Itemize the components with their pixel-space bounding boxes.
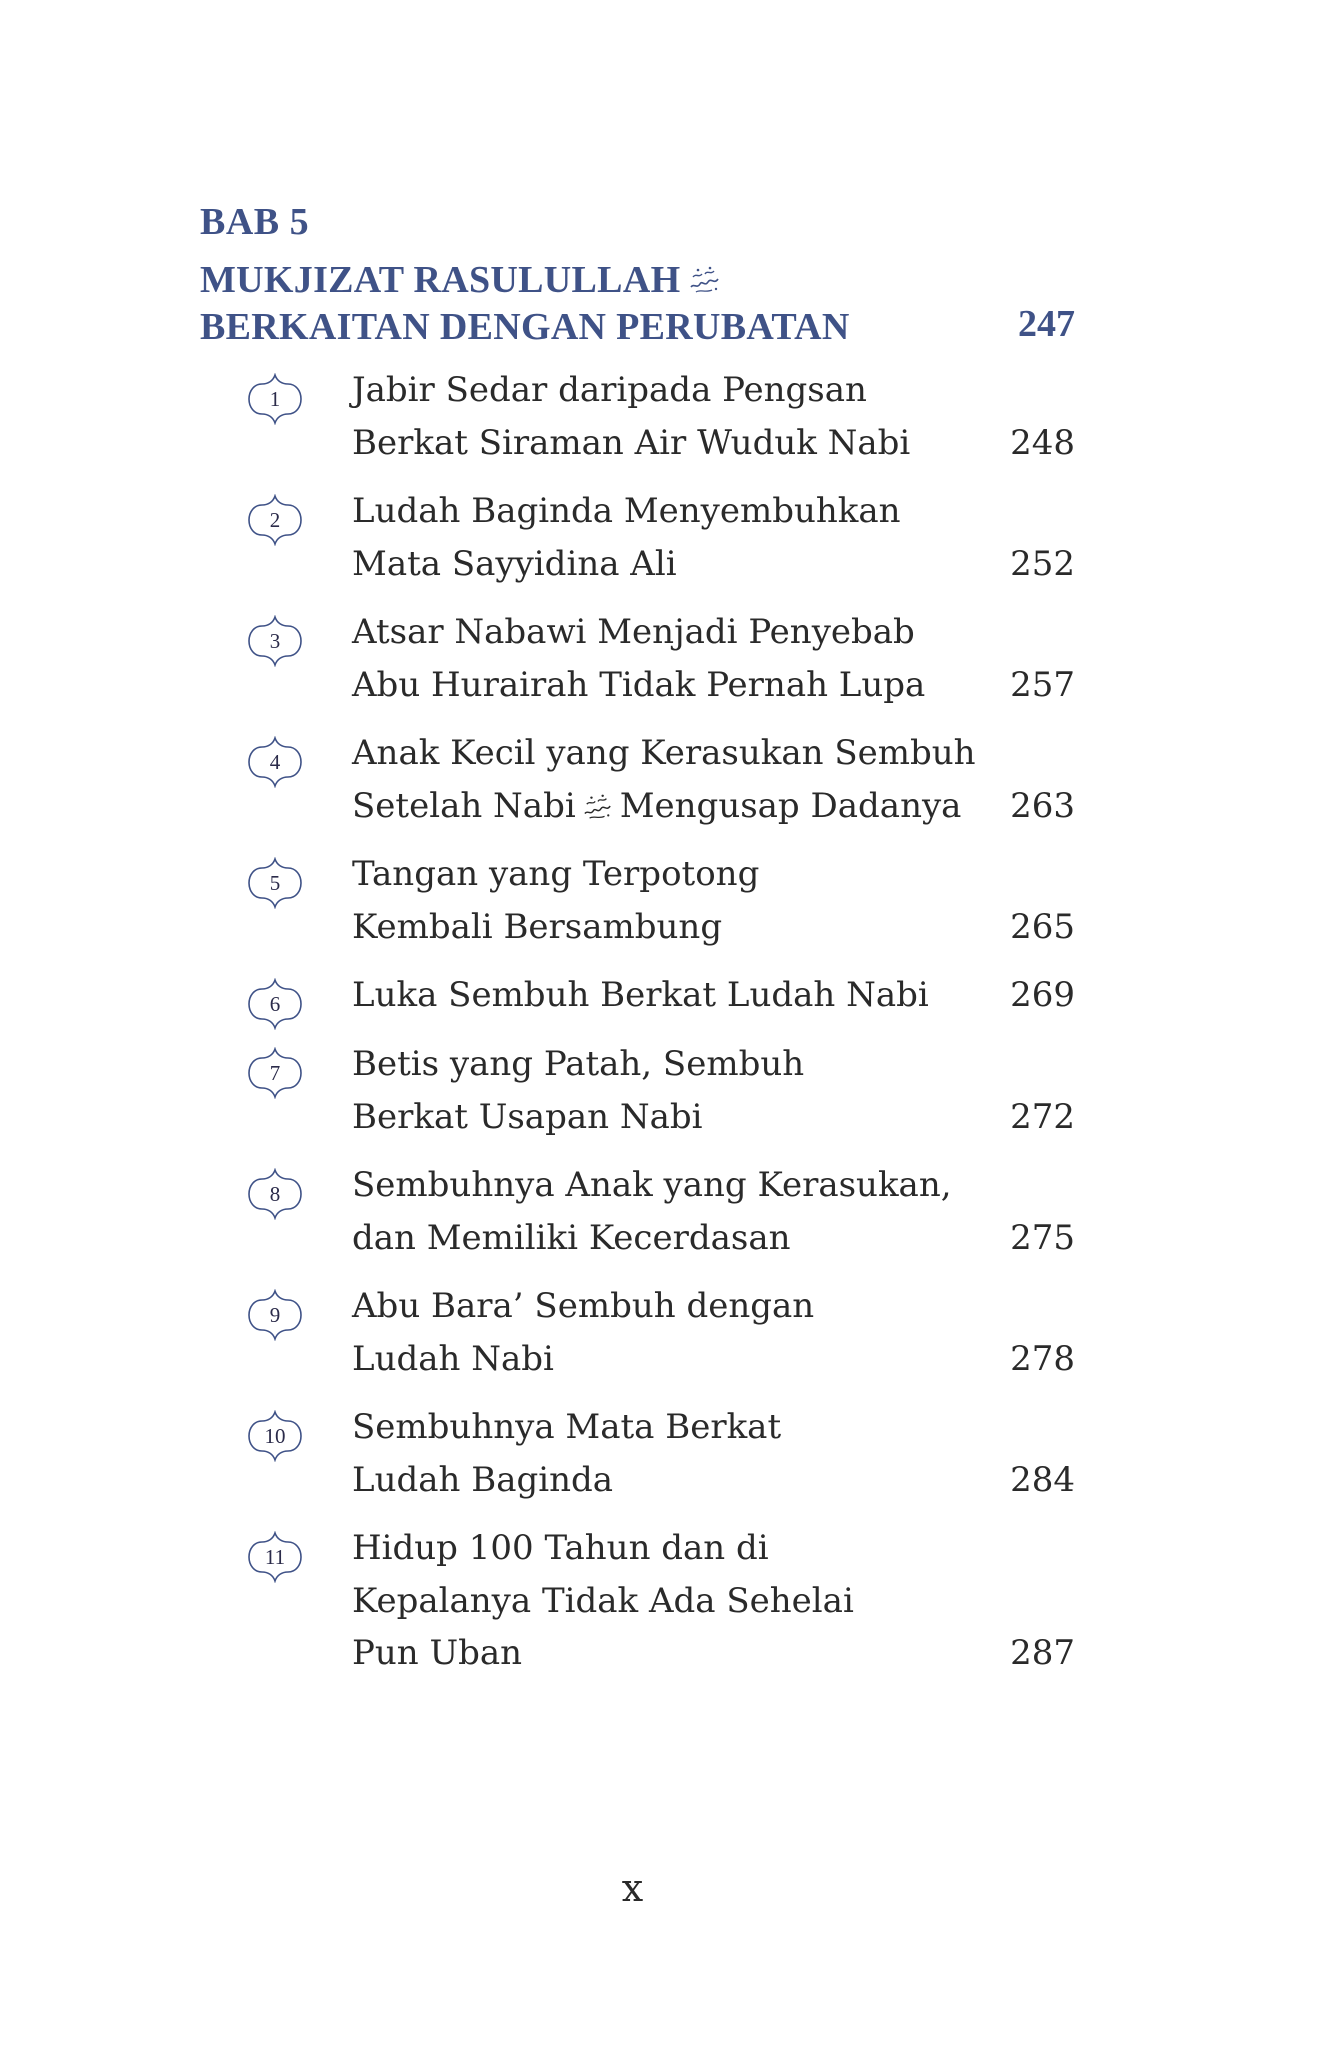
chapter-page-number: 247 xyxy=(1018,303,1075,345)
number-badge-icon xyxy=(246,1289,304,1341)
entry-title: Sembuhnya Anak yang Kerasukan, dan Memiliki Kecerdasan xyxy=(352,1165,952,1258)
salawat-calligraphy-icon xyxy=(582,784,614,837)
number-badge-icon xyxy=(246,615,304,667)
page-folio: x xyxy=(621,1866,644,1910)
number-badge-icon xyxy=(246,857,304,909)
number-badge-icon xyxy=(246,494,304,546)
number-badge-icon xyxy=(246,1047,304,1099)
entry-page-number: 269 xyxy=(1010,975,1075,1015)
number-badge-icon xyxy=(246,736,304,788)
entry-number: 6 xyxy=(269,992,281,1016)
entry-title: Abu Bara’ Sembuh dengan Ludah Nabi xyxy=(352,1286,815,1379)
entry-page-number: 265 xyxy=(1010,906,1075,947)
chapter-title xyxy=(200,258,1080,349)
entry-page-number: 263 xyxy=(1010,785,1075,826)
entry-title: Hidup 100 Tahun dan di Kepalanya Tidak Ada Sehelai Pun Uban xyxy=(352,1528,854,1673)
entry-number: 11 xyxy=(264,1545,286,1569)
entry-page-number: 257 xyxy=(1010,664,1075,705)
number-badge-icon xyxy=(246,978,304,1030)
number-badge-icon xyxy=(246,1531,304,1583)
entry-page-number: 287 xyxy=(1010,1633,1075,1673)
entry-title: Luka Sembuh Berkat Ludah Nabi xyxy=(352,975,929,1015)
number-badge-icon xyxy=(246,373,304,425)
entry-page-number: 278 xyxy=(1010,1338,1075,1379)
entry-page-number: 248 xyxy=(1010,422,1075,463)
entry-title: Atsar Nabawi Menjadi Penyebab Abu Hurairah Tidak Pernah Lupa xyxy=(352,612,926,705)
entry-number: 5 xyxy=(269,871,281,895)
entry-title: Tangan yang Terpotong Kembali Bersambung xyxy=(352,854,760,947)
entry-title: Sembuhnya Mata Berkat Ludah Baginda xyxy=(352,1407,782,1500)
entry-number: 10 xyxy=(264,1424,286,1448)
entry-title: Betis yang Patah, Sembuh Berkat Usapan Nabi xyxy=(352,1044,805,1137)
entry-page-number: 284 xyxy=(1010,1459,1075,1500)
entry-number: 8 xyxy=(269,1182,281,1206)
number-badge-icon xyxy=(246,1168,304,1220)
entry-number: 1 xyxy=(269,387,281,411)
chapter-title-text: MUKJIZAT RASULULLAH xyxy=(200,259,681,301)
chapter-label: BAB 5 xyxy=(200,201,310,243)
chapter-title-text: BERKAITAN DENGAN PERUBATAN xyxy=(200,306,850,349)
entry-number: 7 xyxy=(269,1061,281,1085)
entry-number: 3 xyxy=(269,629,281,653)
entry-title: Ludah Baginda Menyembuhkan Mata Sayyidina Ali xyxy=(352,491,901,584)
chapter-title-line xyxy=(200,258,1080,305)
entry-number: 9 xyxy=(269,1303,281,1327)
entry-title: Jabir Sedar daripada Pengsan Berkat Siraman Air Wuduk Nabi xyxy=(352,370,911,463)
entry-page-number: 252 xyxy=(1010,543,1075,584)
entry-number: 2 xyxy=(269,508,281,532)
entry-page-number: 272 xyxy=(1010,1096,1075,1137)
entry-title: Anak Kecil yang Kerasukan Sembuh Setelah Nabi Mengusap Dadanya xyxy=(352,727,992,836)
entry-page-number: 275 xyxy=(1010,1217,1075,1258)
entry-number: 4 xyxy=(269,750,281,774)
number-badge-icon xyxy=(246,1410,304,1462)
salawat-calligraphy-icon xyxy=(688,261,722,305)
